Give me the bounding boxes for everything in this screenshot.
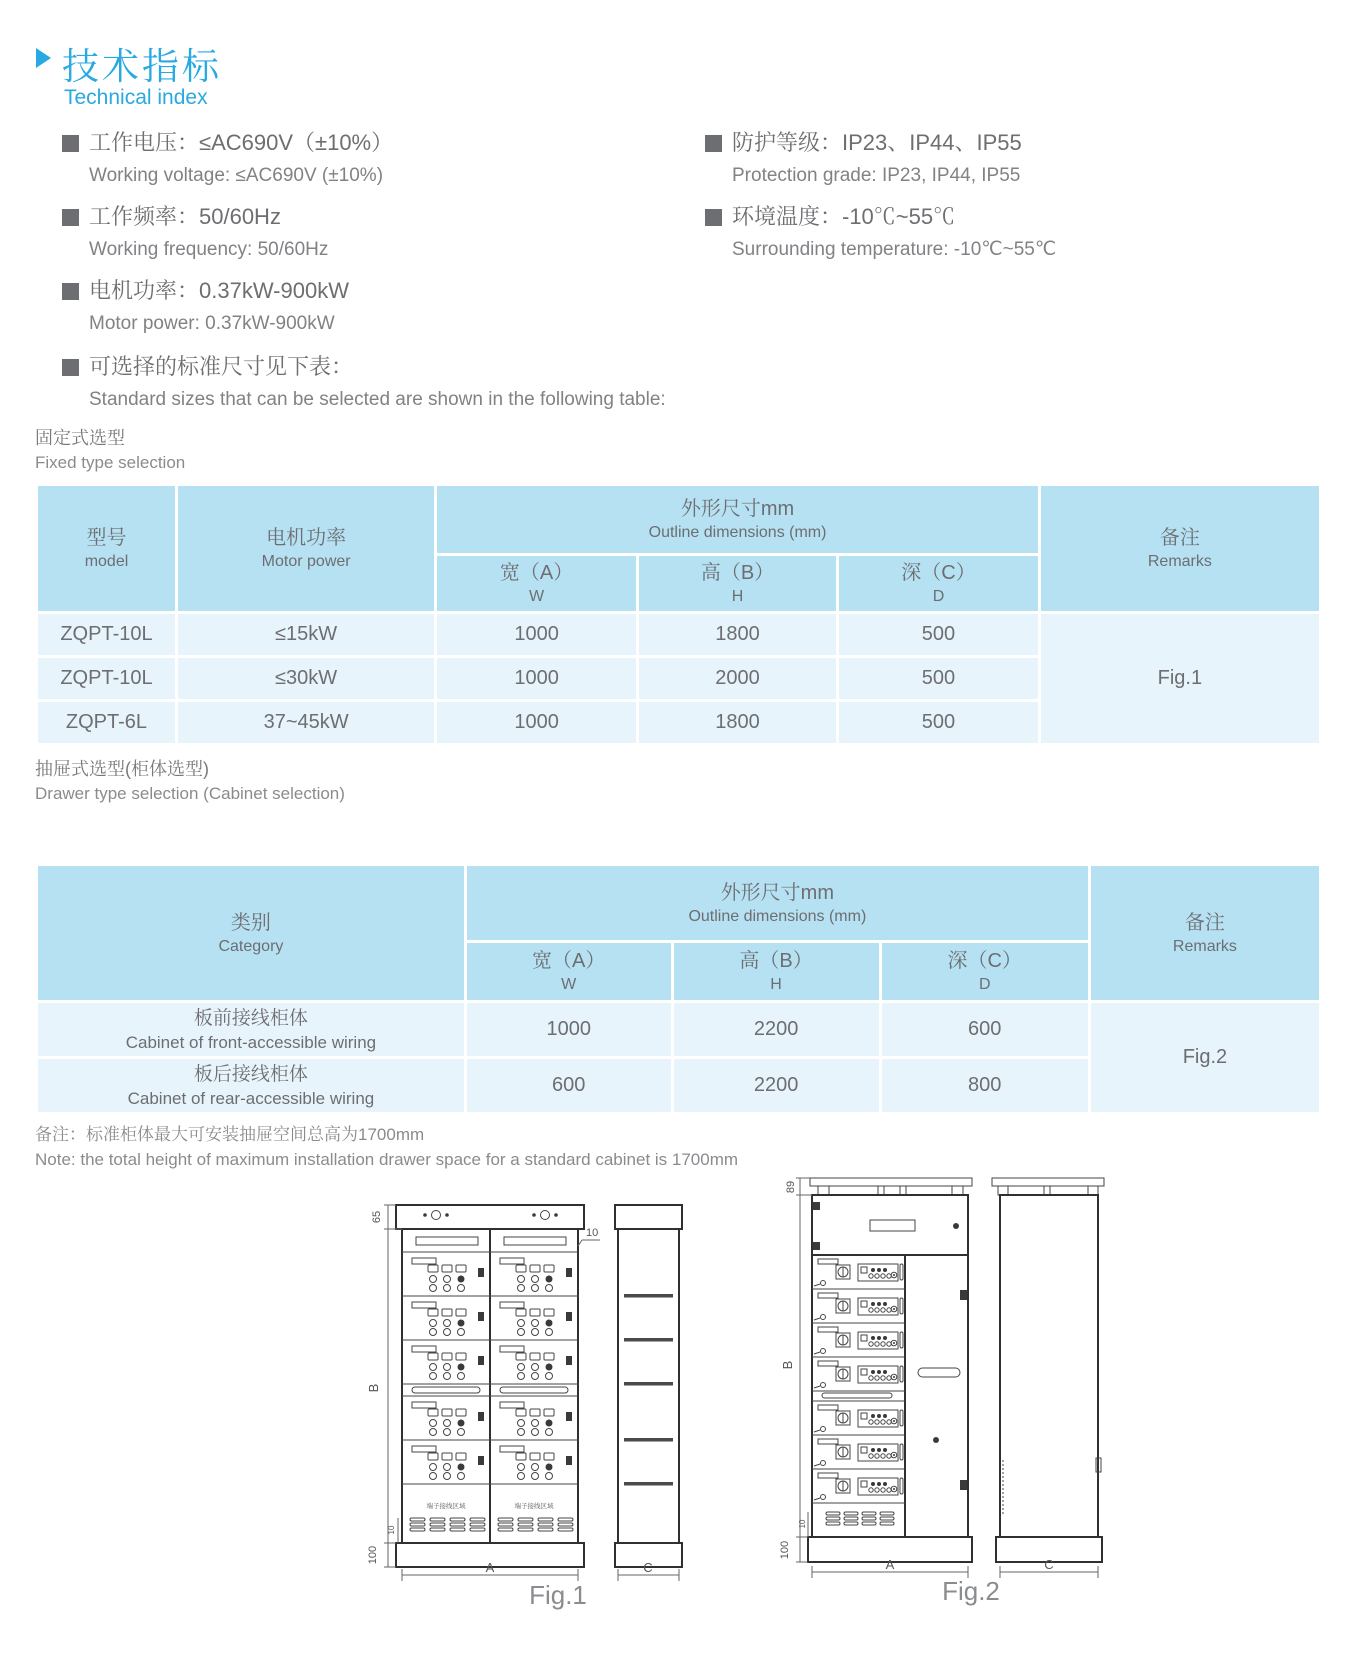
specs-right-column bbox=[705, 128, 1305, 276]
fig2-dim-width: A bbox=[885, 1557, 895, 1572]
header-zh: 备注 bbox=[1184, 911, 1225, 934]
fig1-dim-vent: 10 bbox=[387, 1525, 396, 1535]
category-en: Cabinet of front-accessible wiring bbox=[125, 1032, 377, 1052]
fig1-dim-height: B bbox=[366, 1383, 381, 1393]
col-header-category bbox=[37, 865, 466, 1002]
category-en: Cabinet of rear-accessible wiring bbox=[127, 1088, 375, 1108]
col-header-remarks bbox=[1089, 865, 1320, 1002]
fig2-dim-depth: C bbox=[1044, 1557, 1054, 1572]
col-header-width bbox=[436, 555, 638, 613]
terminal-area-label: 端子接线区域 bbox=[426, 1503, 466, 1510]
header-zh: 宽（A） bbox=[532, 950, 606, 972]
cell-width: 1000 bbox=[436, 657, 638, 701]
cell-height: 2200 bbox=[672, 1002, 880, 1058]
section-label-zh: 固定式选型 bbox=[35, 428, 125, 448]
section-label-zh: 抽屉式选型(柜体选型) bbox=[35, 759, 209, 779]
header-en: H bbox=[770, 976, 782, 993]
spec-working-frequency bbox=[62, 202, 682, 263]
header-en: Outline dimensions (mm) bbox=[648, 524, 827, 541]
drawer-selection-table bbox=[35, 863, 1322, 1115]
fig1-dim-width: A bbox=[485, 1560, 495, 1575]
spec-zh-text: 工作电压：≤AC690V（±10%） bbox=[89, 130, 394, 155]
header-en: D bbox=[978, 976, 991, 993]
cell-model: ZQPT-10L bbox=[37, 657, 177, 701]
table-row bbox=[37, 613, 1321, 657]
spec-zh-text: 电机功率：0.37kW-900kW bbox=[89, 278, 349, 303]
spec-en-text: Working voltage: ≤AC690V (±10%) bbox=[89, 165, 384, 186]
fixed-section-label bbox=[35, 425, 185, 475]
fixed-selection-table bbox=[35, 483, 1322, 746]
category-zh: 板前接线柜体 bbox=[193, 1007, 308, 1029]
cell-remarks: Fig.1 bbox=[1039, 613, 1320, 745]
header-zh: 高（B） bbox=[739, 950, 813, 972]
header-zh: 备注 bbox=[1159, 527, 1200, 549]
table-row bbox=[37, 1002, 1321, 1058]
spec-surrounding-temperature bbox=[705, 202, 1305, 263]
cell-power: ≤15kW bbox=[176, 613, 435, 657]
header-zh: 类别 bbox=[230, 911, 271, 934]
cell-power: 37~45kW bbox=[176, 701, 435, 745]
section-arrow-icon bbox=[36, 48, 51, 68]
page-subtitle: Technical index bbox=[64, 86, 208, 109]
col-header-outline-dimensions bbox=[465, 865, 1089, 942]
header-en: Outline dimensions (mm) bbox=[688, 907, 867, 925]
header-zh: 高（B） bbox=[700, 562, 775, 584]
cell-depth: 500 bbox=[838, 613, 1040, 657]
specs-left-column bbox=[62, 128, 682, 350]
spec-zh-text: 工作频率：50/60Hz bbox=[89, 204, 281, 229]
cell-category bbox=[37, 1002, 466, 1058]
header-en: model bbox=[84, 553, 129, 570]
cell-width: 1000 bbox=[436, 613, 638, 657]
fig1-caption: Fig.1 bbox=[529, 1580, 587, 1610]
header-zh: 型号 bbox=[86, 527, 127, 549]
fig2-caption: Fig.2 bbox=[942, 1576, 1000, 1606]
cell-width: 600 bbox=[465, 1058, 672, 1114]
header-en: W bbox=[529, 588, 545, 605]
cell-width: 1000 bbox=[436, 701, 638, 745]
cell-depth: 500 bbox=[838, 657, 1040, 701]
col-header-model bbox=[37, 485, 177, 613]
cell-height: 2200 bbox=[672, 1058, 880, 1114]
header-en: Remarks bbox=[1172, 937, 1237, 955]
col-header-remarks bbox=[1039, 485, 1320, 613]
cell-height: 1800 bbox=[637, 701, 837, 745]
header-en: W bbox=[561, 976, 577, 993]
fig2-dim-height: B bbox=[780, 1360, 795, 1370]
fig1-dim-top: 65 bbox=[371, 1210, 383, 1224]
spec-en-text: Motor power: 0.37kW-900kW bbox=[89, 313, 335, 334]
note-zh: 备注：标准柜体最大可安装抽屉空间总高为1700mm bbox=[35, 1125, 425, 1144]
cell-depth: 800 bbox=[880, 1058, 1089, 1114]
spec-standard-sizes bbox=[62, 352, 666, 413]
col-header-height bbox=[672, 942, 880, 1002]
spec-zh-text: 可选择的标准尺寸见下表： bbox=[89, 354, 354, 379]
fig2-dim-vent: 10 bbox=[798, 1519, 807, 1529]
col-header-outline-dimensions bbox=[436, 485, 1039, 555]
col-header-depth bbox=[880, 942, 1089, 1002]
cell-width: 1000 bbox=[465, 1002, 672, 1058]
col-header-depth bbox=[838, 555, 1040, 613]
note-en: Note: the total height of maximum installation drawer space for a standard cabinet is 1700mm bbox=[35, 1150, 739, 1169]
bullet-square-icon bbox=[62, 209, 79, 226]
header-en: Motor power bbox=[261, 553, 351, 570]
cell-depth: 500 bbox=[838, 701, 1040, 745]
spec-en-text: Standard sizes that can be selected are shown in the following table: bbox=[89, 389, 666, 410]
header-en: D bbox=[932, 588, 945, 605]
header-zh: 宽（A） bbox=[499, 562, 574, 584]
header-en: Remarks bbox=[1147, 553, 1212, 570]
bullet-square-icon bbox=[62, 359, 79, 376]
cell-depth: 600 bbox=[880, 1002, 1089, 1058]
header-zh: 深（C） bbox=[947, 950, 1022, 972]
header-zh: 外形尺寸mm bbox=[680, 498, 795, 520]
cell-height: 1800 bbox=[637, 613, 837, 657]
bullet-square-icon bbox=[62, 283, 79, 300]
cell-model: ZQPT-6L bbox=[37, 701, 177, 745]
spec-zh-text: 环境温度：-10℃~55℃ bbox=[732, 204, 956, 229]
bullet-square-icon bbox=[705, 209, 722, 226]
fig1-dim-depth: C bbox=[643, 1560, 653, 1575]
bullet-square-icon bbox=[705, 135, 722, 152]
header-zh: 外形尺寸mm bbox=[720, 881, 835, 904]
fig2-cabinet-drawing bbox=[770, 1150, 1110, 1590]
fig2-dim-base: 100 bbox=[779, 1540, 791, 1560]
spec-protection-grade bbox=[705, 128, 1305, 189]
cell-remarks: Fig.2 bbox=[1089, 1002, 1320, 1114]
cell-power: ≤30kW bbox=[176, 657, 435, 701]
spec-working-voltage bbox=[62, 128, 682, 189]
section-label-en: Fixed type selection bbox=[35, 453, 186, 472]
header-zh: 电机功率 bbox=[266, 527, 347, 549]
fig2-dim-top: 89 bbox=[785, 1180, 797, 1194]
cell-model: ZQPT-10L bbox=[37, 613, 177, 657]
col-header-width bbox=[465, 942, 672, 1002]
spec-motor-power bbox=[62, 276, 682, 337]
fig1-cabinet-drawing bbox=[330, 1150, 690, 1590]
header-en: Category bbox=[218, 937, 284, 955]
fig1-dim-base: 100 bbox=[367, 1545, 379, 1565]
section-label-en: Drawer type selection (Cabinet selection) bbox=[35, 784, 345, 803]
header-zh: 深（C） bbox=[901, 562, 976, 584]
col-header-motor-power bbox=[176, 485, 435, 613]
category-zh: 板后接线柜体 bbox=[193, 1063, 308, 1085]
spec-en-text: Protection grade: IP23, IP44, IP55 bbox=[732, 165, 1021, 186]
fig1-dim-top-right: 10 bbox=[586, 1227, 599, 1239]
page-title: 技术指标 bbox=[62, 46, 222, 87]
terminal-area-label: 端子接线区域 bbox=[514, 1503, 554, 1510]
bullet-square-icon bbox=[62, 135, 79, 152]
cell-height: 2000 bbox=[637, 657, 837, 701]
spec-en-text: Working frequency: 50/60Hz bbox=[89, 239, 329, 260]
spec-en-text: Surrounding temperature: -10℃~55℃ bbox=[732, 239, 1057, 260]
cell-category bbox=[37, 1058, 466, 1114]
drawer-section-label bbox=[35, 756, 345, 806]
header-en: H bbox=[731, 588, 744, 605]
spec-zh-text: 防护等级：IP23、IP44、IP55 bbox=[732, 130, 1022, 155]
col-header-height bbox=[637, 555, 837, 613]
